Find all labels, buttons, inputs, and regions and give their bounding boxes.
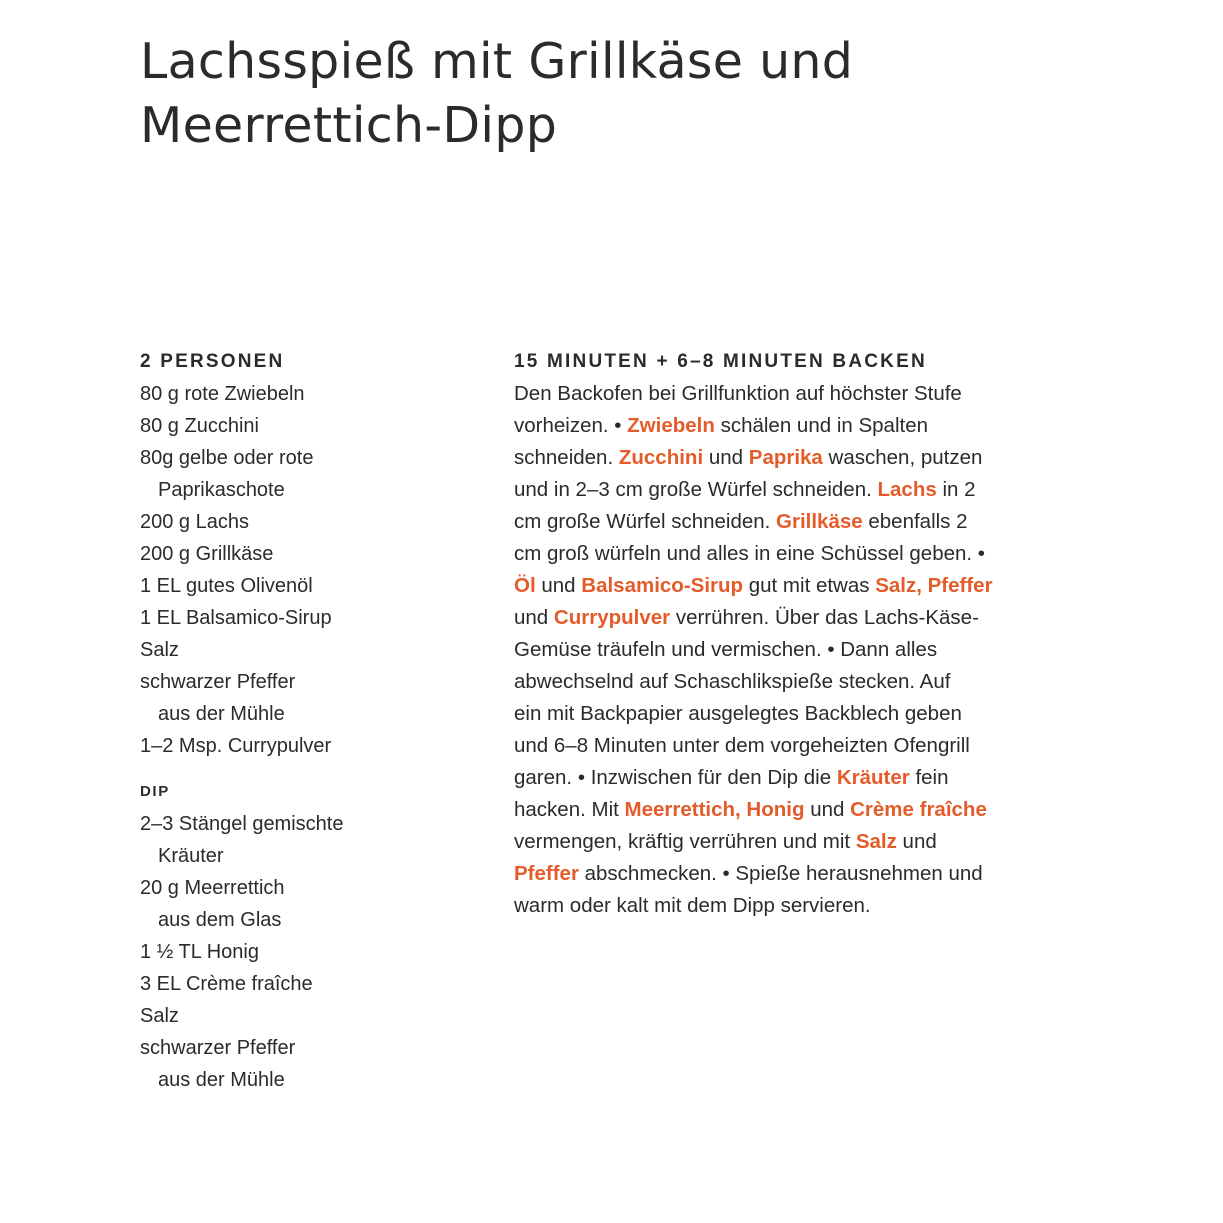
highlighted-ingredient: Balsamico-Sirup bbox=[581, 574, 744, 597]
method-line bbox=[514, 474, 1074, 506]
method-text-segment: und bbox=[514, 606, 554, 629]
method-line bbox=[514, 602, 1074, 634]
method-line bbox=[514, 570, 1074, 602]
method-text-segment: verrühren. Über das Lachs-Käse- bbox=[670, 606, 979, 629]
ingredient-item bbox=[140, 936, 480, 968]
highlighted-ingredient: Lachs bbox=[877, 478, 937, 501]
method-line bbox=[514, 762, 1074, 794]
highlighted-ingredient: Salz bbox=[855, 830, 897, 853]
ingredient-item bbox=[140, 808, 480, 872]
ingredient-item bbox=[140, 506, 480, 538]
ingredient-text: Salz bbox=[140, 1005, 179, 1027]
method-text-segment: und bbox=[535, 574, 582, 597]
method-text-segment: gut mit etwas bbox=[743, 574, 876, 597]
method-text-segment: cm groß würfeln und alles in eine Schüssel geben. • bbox=[514, 542, 985, 565]
ingredient-text-continued: aus der Mühle bbox=[158, 703, 285, 725]
dip-ingredient-list bbox=[140, 808, 480, 1096]
method-line bbox=[514, 730, 1074, 762]
ingredient-list bbox=[140, 378, 480, 762]
method-column bbox=[514, 346, 1074, 922]
highlighted-ingredient: Meerrettich, Honig bbox=[624, 798, 805, 821]
method-line bbox=[514, 794, 1074, 826]
method-line bbox=[514, 666, 1074, 698]
ingredient-item bbox=[140, 410, 480, 442]
ingredient-text: schwarzer Pfeffer bbox=[140, 671, 296, 693]
method-text-segment: fein bbox=[909, 766, 949, 789]
method-line bbox=[514, 858, 1074, 890]
method-text-segment: schälen und in Spalten bbox=[714, 414, 929, 437]
method-line bbox=[514, 826, 1074, 858]
method-text-segment: garen. • Inzwischen für den Dip die bbox=[514, 766, 837, 789]
method-text-segment: Gemüse träufeln und vermischen. • Dann alles bbox=[514, 638, 938, 661]
method-text-segment: waschen, putzen bbox=[822, 446, 983, 469]
method-text-segment: und 6–8 Minuten unter dem vorgeheizten Ofengrill bbox=[514, 734, 970, 757]
time-heading: 15 MINUTEN + 6–8 MINUTEN BACKEN bbox=[514, 351, 927, 372]
highlighted-ingredient: Currypulver bbox=[553, 606, 671, 629]
recipe-title bbox=[140, 30, 1140, 158]
method-text-segment: schneiden. bbox=[514, 446, 619, 469]
ingredient-text: 200 g Lachs bbox=[140, 511, 249, 533]
method-text-segment: Den Backofen bei Grillfunktion auf höchster Stufe bbox=[514, 382, 962, 405]
ingredient-text: 1–2 Msp. Currypulver bbox=[140, 735, 332, 757]
highlighted-ingredient: Paprika bbox=[748, 446, 823, 469]
ingredient-item bbox=[140, 1032, 480, 1096]
method-line bbox=[514, 634, 1074, 666]
method-line bbox=[514, 890, 1074, 922]
method-text-segment: warm oder kalt mit dem Dipp servieren. bbox=[514, 894, 871, 917]
method-line bbox=[514, 698, 1074, 730]
ingredient-text-continued: Paprikaschote bbox=[158, 479, 285, 501]
ingredient-item bbox=[140, 968, 480, 1000]
ingredient-text: 20 g Meerrettich bbox=[140, 877, 285, 899]
ingredient-item bbox=[140, 634, 480, 666]
method-text-segment: und bbox=[703, 446, 749, 469]
ingredient-item bbox=[140, 730, 480, 762]
ingredient-item bbox=[140, 1000, 480, 1032]
ingredient-text: 1 ½ TL Honig bbox=[140, 941, 259, 963]
method-line bbox=[514, 442, 1074, 474]
servings-heading: 2 PERSONEN bbox=[140, 351, 285, 372]
ingredient-item bbox=[140, 442, 480, 506]
ingredient-text: 2–3 Stängel gemischte bbox=[140, 813, 344, 835]
dip-heading: DIP bbox=[140, 783, 170, 800]
method-text-segment: abschmecken. • Spieße herausnehmen und bbox=[578, 862, 983, 885]
highlighted-ingredient: Pfeffer bbox=[514, 862, 579, 885]
ingredient-item bbox=[140, 666, 480, 730]
highlighted-ingredient: Zucchini bbox=[618, 446, 704, 469]
method-text-segment: vermengen, kräftig verrühren und mit bbox=[514, 830, 856, 853]
ingredient-item bbox=[140, 378, 480, 410]
method-line bbox=[514, 506, 1074, 538]
recipe-title-line-2: Meerrettich-Dipp bbox=[140, 97, 558, 154]
method-text-segment: in 2 bbox=[936, 478, 976, 501]
method-text-segment: ebenfalls 2 bbox=[862, 510, 968, 533]
ingredient-text-continued: Kräuter bbox=[158, 845, 224, 867]
ingredient-item bbox=[140, 570, 480, 602]
ingredient-text: 1 EL Balsamico-Sirup bbox=[140, 607, 332, 629]
method-text-segment: hacken. Mit bbox=[514, 798, 625, 821]
ingredient-text: 80 g rote Zwiebeln bbox=[140, 383, 305, 405]
ingredient-text: schwarzer Pfeffer bbox=[140, 1037, 296, 1059]
highlighted-ingredient: Öl bbox=[514, 574, 536, 597]
ingredient-item bbox=[140, 872, 480, 936]
ingredient-text-continued: aus dem Glas bbox=[158, 909, 282, 931]
highlighted-ingredient: Grillkäse bbox=[776, 510, 863, 533]
ingredient-text: 1 EL gutes Olivenöl bbox=[140, 575, 313, 597]
ingredient-text: 80 g Zucchini bbox=[140, 415, 259, 437]
ingredient-text: Salz bbox=[140, 639, 179, 661]
highlighted-ingredient: Crème fraîche bbox=[850, 798, 987, 821]
highlighted-ingredient: Kräuter bbox=[836, 766, 910, 789]
ingredients-column bbox=[140, 346, 480, 1096]
ingredient-text: 80g gelbe oder rote bbox=[140, 447, 314, 469]
method-text-segment: cm große Würfel schneiden. bbox=[514, 510, 777, 533]
highlighted-ingredient: Zwiebeln bbox=[627, 414, 715, 437]
recipe-title-line-1: Lachsspieß mit Grillkäse und bbox=[140, 33, 854, 90]
ingredient-text: 200 g Grillkäse bbox=[140, 543, 274, 565]
method-line bbox=[514, 410, 1074, 442]
method-line bbox=[514, 538, 1074, 570]
method-text-segment: und in 2–3 cm große Würfel schneiden. bbox=[514, 478, 878, 501]
method-text-segment: ein mit Backpapier ausgelegtes Backblech geben bbox=[514, 702, 962, 725]
method-line bbox=[514, 378, 1074, 410]
ingredient-text-continued: aus der Mühle bbox=[158, 1069, 285, 1091]
method-text-segment: abwechselnd auf Schaschlikspieße stecken. Auf bbox=[514, 670, 951, 693]
method-text-segment: und bbox=[804, 798, 851, 821]
method-text-segment: und bbox=[896, 830, 937, 853]
highlighted-ingredient: Salz, Pfeffer bbox=[875, 574, 993, 597]
ingredient-item bbox=[140, 602, 480, 634]
ingredient-item bbox=[140, 538, 480, 570]
method-text bbox=[514, 378, 1074, 922]
ingredient-text: 3 EL Crème fraîche bbox=[140, 973, 313, 995]
method-text-segment: vorheizen. • bbox=[514, 414, 628, 437]
